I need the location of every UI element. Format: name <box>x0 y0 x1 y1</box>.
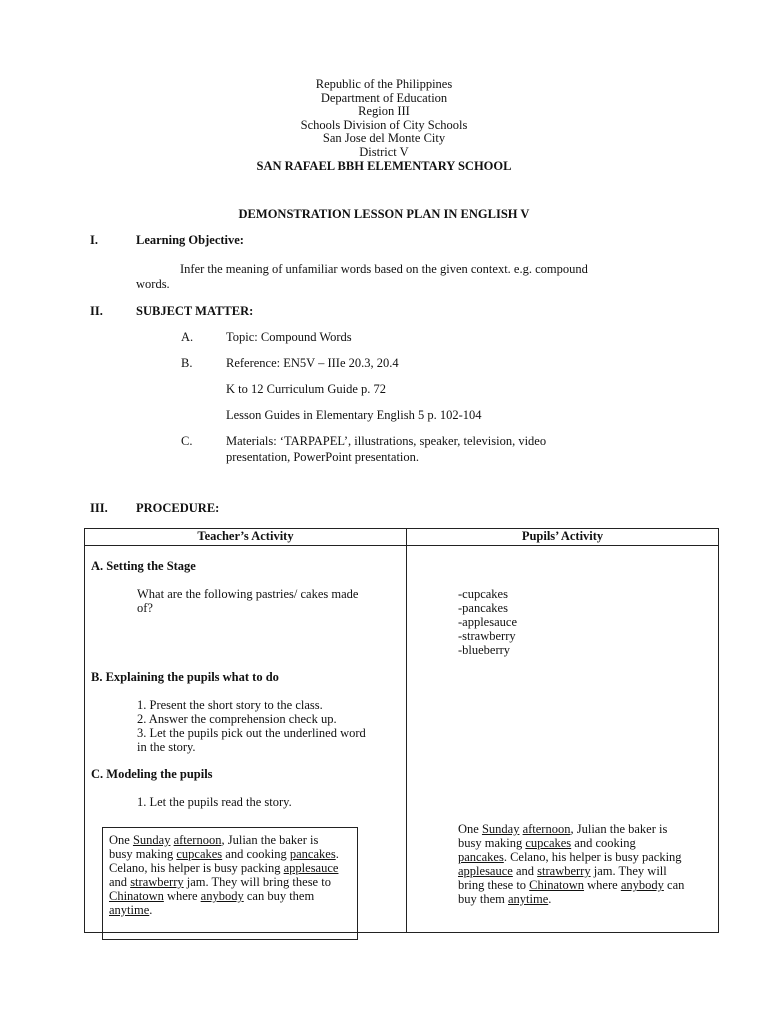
section-3-title: PROCEDURE: <box>136 501 220 515</box>
step-item: 3. Let the pupils pick out the underlined word <box>137 726 366 740</box>
section-2-title: SUBJECT MATTER: <box>136 304 254 318</box>
stage-a-heading: A. Setting the Stage <box>91 559 196 573</box>
underlined-word: afternoon <box>173 833 222 847</box>
setting-question <box>137 587 358 615</box>
subject-reference-3: Lesson Guides in Elementary English 5 p. 102-104 <box>226 408 482 422</box>
section-1-number: I. <box>90 233 98 247</box>
story-text: One Sunday afternoon, Julian the baker is busy making cupcakes and cooking pancakes. Celano, his helper is busy packing applesauce and strawberry jam. They will bring these to Chinatown where anybody can buy them anytime. <box>109 833 339 917</box>
section-1-title: Learning Objective: <box>136 233 244 247</box>
step-item: in the story. <box>137 740 196 754</box>
teacher-activity-header: Teacher’s Activity <box>85 529 407 546</box>
answers-list <box>458 587 517 657</box>
step-c1: 1. Let the pupils read the story. <box>137 795 292 809</box>
subject-materials-line1: Materials: ‘TARPAPEL’, illustrations, speaker, television, video <box>226 434 547 448</box>
step-item: 2. Answer the comprehension check up. <box>137 712 337 726</box>
underlined-word: strawberry <box>537 864 591 878</box>
header-line: Region III <box>358 104 410 119</box>
stage-c-heading: C. Modeling the pupils <box>91 767 213 781</box>
subject-reference-2: K to 12 Curriculum Guide p. 72 <box>226 382 387 396</box>
answer-item: -applesauce <box>458 615 517 629</box>
subject-materials-line2: presentation, PowerPoint presentation. <box>226 450 420 464</box>
header-line: Schools Division of City Schools <box>300 117 468 132</box>
underlined-word: cupcakes <box>525 836 572 850</box>
subject-b-letter: B. <box>181 356 193 370</box>
underlined-word: cupcakes <box>176 847 223 861</box>
school-name: SAN RAFAEL BBH ELEMENTARY SCHOOL <box>256 158 512 173</box>
procedure-table <box>84 528 719 933</box>
table-body-row <box>85 546 719 933</box>
document-title: DEMONSTRATION LESSON PLAN IN ENGLISH V <box>238 207 530 221</box>
underlined-word: anytime <box>508 892 549 906</box>
answer-item: -cupcakes <box>458 587 508 601</box>
subject-c-letter: C. <box>181 434 193 448</box>
header-line: Department of Education <box>320 90 448 105</box>
underlined-word: pancakes <box>458 850 504 864</box>
teacher-activity-cell <box>85 546 407 933</box>
underlined-word: Sunday <box>132 833 171 847</box>
header-line: Republic of the Philippines <box>315 77 453 91</box>
header-line: District V <box>359 144 409 159</box>
answer-item: -pancakes <box>458 601 508 615</box>
document-header <box>0 78 768 173</box>
underlined-word: Chinatown <box>529 878 585 892</box>
step-item: 1. Present the short story to the class. <box>137 698 323 712</box>
story-box <box>102 827 358 940</box>
answer-item: -blueberry <box>458 643 511 657</box>
subject-reference: Reference: EN5V – IIIe 20.3, 20.4 <box>226 356 399 370</box>
pupils-activity-cell <box>407 546 719 933</box>
underlined-word: strawberry <box>130 875 184 889</box>
story-text-pupils: One Sunday afternoon, Julian the baker is busy making cupcakes and cooking pancakes. Celano, his helper is busy packing applesauce and strawberry jam. They will bring these to Chinatown where anybody can buy them anytime. <box>458 822 685 906</box>
underlined-word: anytime <box>109 903 150 917</box>
header-line: San Jose del Monte City <box>322 131 446 146</box>
underlined-word: applesauce <box>283 861 339 875</box>
section-2-number: II. <box>90 304 103 318</box>
underlined-word: anybody <box>620 878 664 892</box>
underlined-word: afternoon <box>522 822 571 836</box>
steps-list <box>137 698 366 754</box>
subject-topic: Topic: Compound Words <box>226 330 352 344</box>
question-line: What are the following pastries/ cakes made <box>137 587 359 601</box>
table-header-row <box>85 529 719 546</box>
pupils-activity-header: Pupils’ Activity <box>407 529 719 546</box>
subject-a-letter: A. <box>181 330 194 344</box>
section-3-number: III. <box>90 501 108 515</box>
objective-text-line1: Infer the meaning of unfamiliar words based on the given context. e.g. compound <box>180 262 588 276</box>
question-line: of? <box>137 601 153 615</box>
stage-b-heading: B. Explaining the pupils what to do <box>91 670 279 684</box>
underlined-word: Sunday <box>481 822 520 836</box>
underlined-word: applesauce <box>458 864 513 878</box>
answer-item: -strawberry <box>458 629 516 643</box>
underlined-word: anybody <box>200 889 244 903</box>
underlined-word: Chinatown <box>109 889 164 903</box>
underlined-word: pancakes <box>289 847 336 861</box>
objective-text-line2: words. <box>136 277 170 291</box>
